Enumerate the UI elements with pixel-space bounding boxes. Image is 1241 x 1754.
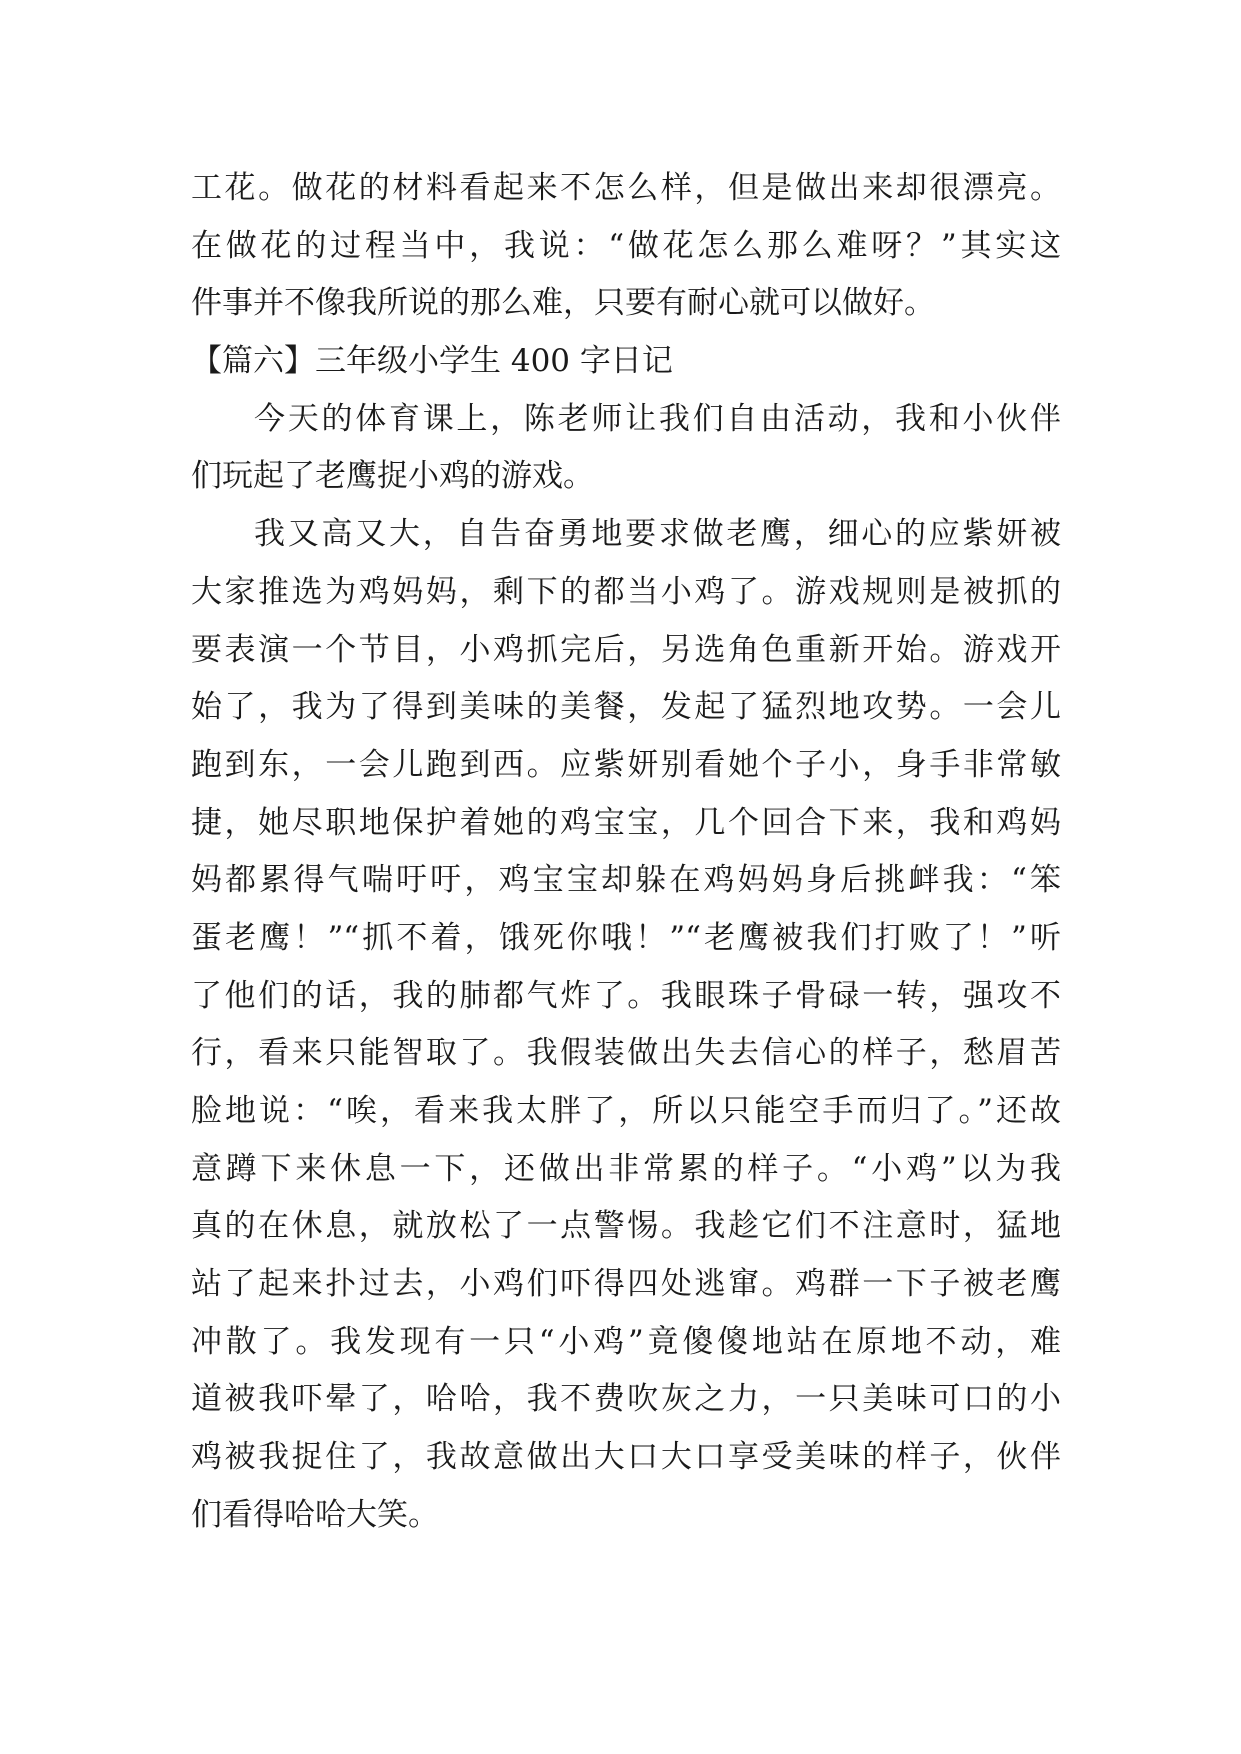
text-line: 我又高又大，自告奋勇地要求做老鹰，细心的应紫妍被	[254, 516, 1061, 553]
text-line: 了他们的话，我的肺都气炸了。我眼珠子骨碌一转，强攻不	[191, 977, 1061, 1014]
section-heading: 【篇六】三年级小学生 400 字日记	[191, 343, 673, 380]
text-line: 要表演一个节目，小鸡抓完后，另选角色重新开始。游戏开	[191, 631, 1061, 668]
body-text	[191, 160, 1061, 1545]
text-line: 行，看来只能智取了。我假装做出失去信心的样子，愁眉苦	[191, 1035, 1061, 1072]
text-line: 妈都累得气喘吁吁，鸡宝宝却躲在鸡妈妈身后挑衅我：“笨	[191, 862, 1061, 899]
text-line: 今天的体育课上，陈老师让我们自由活动，我和小伙伴	[254, 400, 1061, 437]
text-line: 站了起来扑过去，小鸡们吓得四处逃窜。鸡群一下子被老鹰	[191, 1266, 1061, 1303]
text-line: 跑到东，一会儿跑到西。应紫妍别看她个子小，身手非常敏	[191, 746, 1061, 783]
text-line: 工花。做花的材料看起来不怎么样，但是做出来却很漂亮。	[191, 170, 1061, 206]
text-line: 件事并不像我所说的那么难，只要有耐心就可以做好。	[191, 285, 935, 322]
text-line: 冲散了。我发现有一只“小鸡”竟傻傻地站在原地不动，难	[191, 1323, 1061, 1360]
text-line: 意蹲下来休息一下，还做出非常累的样子。“小鸡”以为我	[191, 1150, 1061, 1187]
text-line: 捷，她尽职地保护着她的鸡宝宝，几个回合下来，我和鸡妈	[191, 804, 1061, 841]
text-line: 脸地说：“唉，看来我太胖了，所以只能空手而归了。”还故	[191, 1093, 1061, 1129]
text-line: 们玩起了老鹰捉小鸡的游戏。	[191, 458, 594, 495]
text-line: 道被我吓晕了，哈哈，我不费吹灰之力，一只美味可口的小	[191, 1381, 1061, 1418]
text-line: 鸡被我捉住了，我故意做出大口大口享受美味的样子，伙伴	[191, 1439, 1061, 1476]
text-line: 大家推选为鸡妈妈，剩下的都当小鸡了。游戏规则是被抓的	[191, 573, 1061, 610]
text-line: 真的在休息，就放松了一点警惕。我趁它们不注意时，猛地	[191, 1208, 1061, 1245]
text-line: 在做花的过程当中，我说：“做花怎么那么难呀？”其实这	[191, 227, 1061, 264]
text-line: 始了，我为了得到美味的美餐，发起了猛烈地攻势。一会儿	[191, 689, 1061, 726]
text-line: 蛋老鹰！”“抓不着，饿死你哦！”“老鹰被我们打败了！”听	[191, 919, 1061, 956]
text-line: 们看得哈哈大笑。	[191, 1496, 439, 1533]
